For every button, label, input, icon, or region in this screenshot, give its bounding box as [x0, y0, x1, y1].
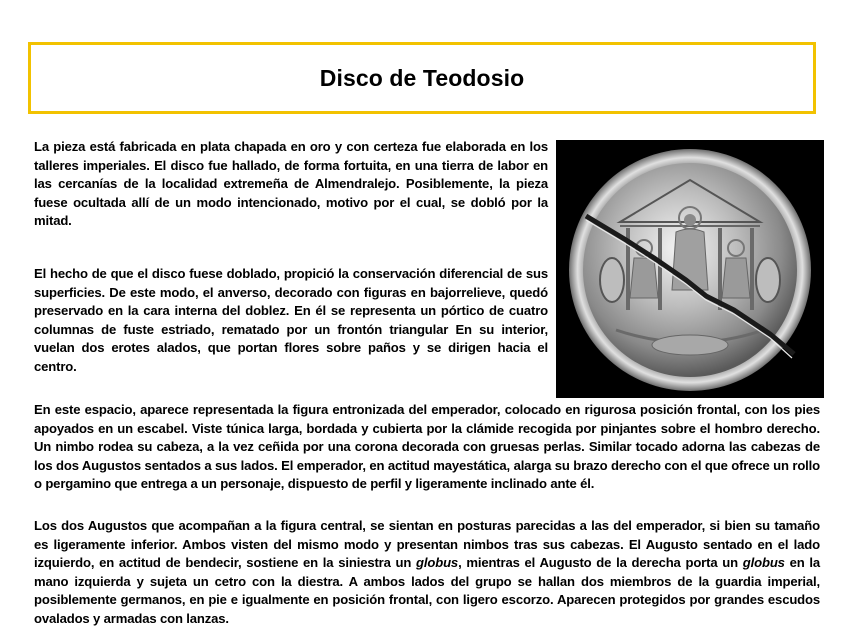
disc-photo [556, 140, 824, 398]
text-segment: , mientras el Augusto de la derecha porta un [458, 555, 743, 571]
paragraph-description: El hecho de que el disco fuese doblado, propició la conservación diferencial de sus superficies. De este modo, el anverso, decorado con figuras en bajorrelieve, quedó preservado en la cara interna del doblez. En él se representa un pórtico de cuatro columnas de fuste estriado, rematado por un frontón triangular En su interior, vuelan dos erotes alados, que portan flores sobre paños y se dirigen hacia el centro. [34, 266, 548, 374]
italic-term: globus [416, 555, 459, 571]
missorium-image [556, 140, 824, 398]
italic-term: globus [742, 555, 785, 571]
page-title: Disco de Teodosio [319, 64, 525, 91]
text-segment: Los dos Augustos que acompañan a la figura central, se sientan en posturas parecidas a las del emperador, si bien su tamaño es ligeramente inferior. Ambos visten del mismo modo y presentan nimbos tras sus cabezas. El Augusto sentado en el lado izquierdo, en actitud de bendecir, sostiene en la siniestra un [34, 518, 820, 571]
paragraph-emperor: En este espacio, aparece representada la figura entronizada del emperador, colocado en rigurosa posición frontal, con los pies apoyados en un escabel. Viste túnica larga, bordada y cubierta por la clámide recogida por pinjantes sobre el hombro derecho. Un nimbo rodea su cabeza, a la vez ceñida por una corona decorada con gruesas perlas. Similar tocado adorna las cabezas de los dos Augustos sentados a sus lados. El emperador, en actitud mayestática, alarga su brazo derecho con el que ofrece un rollo o pergamino que entrega a un personaje, dispuesto de perfil y ligeramente inclinado ante él. [34, 402, 820, 492]
paragraph-augusti [34, 517, 820, 629]
text-segment: en la mano izquierda y sujeta un cetro con la diestra. A ambos lados del grupo se hallan dos miembros de la guardia imperial, posiblemente germanos, en pie e igualmente en posición frontal, con ligero escorzo. Aparecen protegidos por grandes escudos ovalados y armadas con lanzas. [34, 555, 820, 626]
title-box [28, 42, 816, 114]
paragraph-intro: La pieza está fabricada en plata chapada en oro y con certeza fue elaborada en los talleres imperiales. El disco fue hallado, de forma fortuita, en una tierra de labor en las cercanías de la localidad extremeña de Almendralejo. Posiblemente, la pieza fuese ocultada allí de un modo intencionado, motivo por el cual, se dobló por la mitad. [34, 139, 548, 229]
